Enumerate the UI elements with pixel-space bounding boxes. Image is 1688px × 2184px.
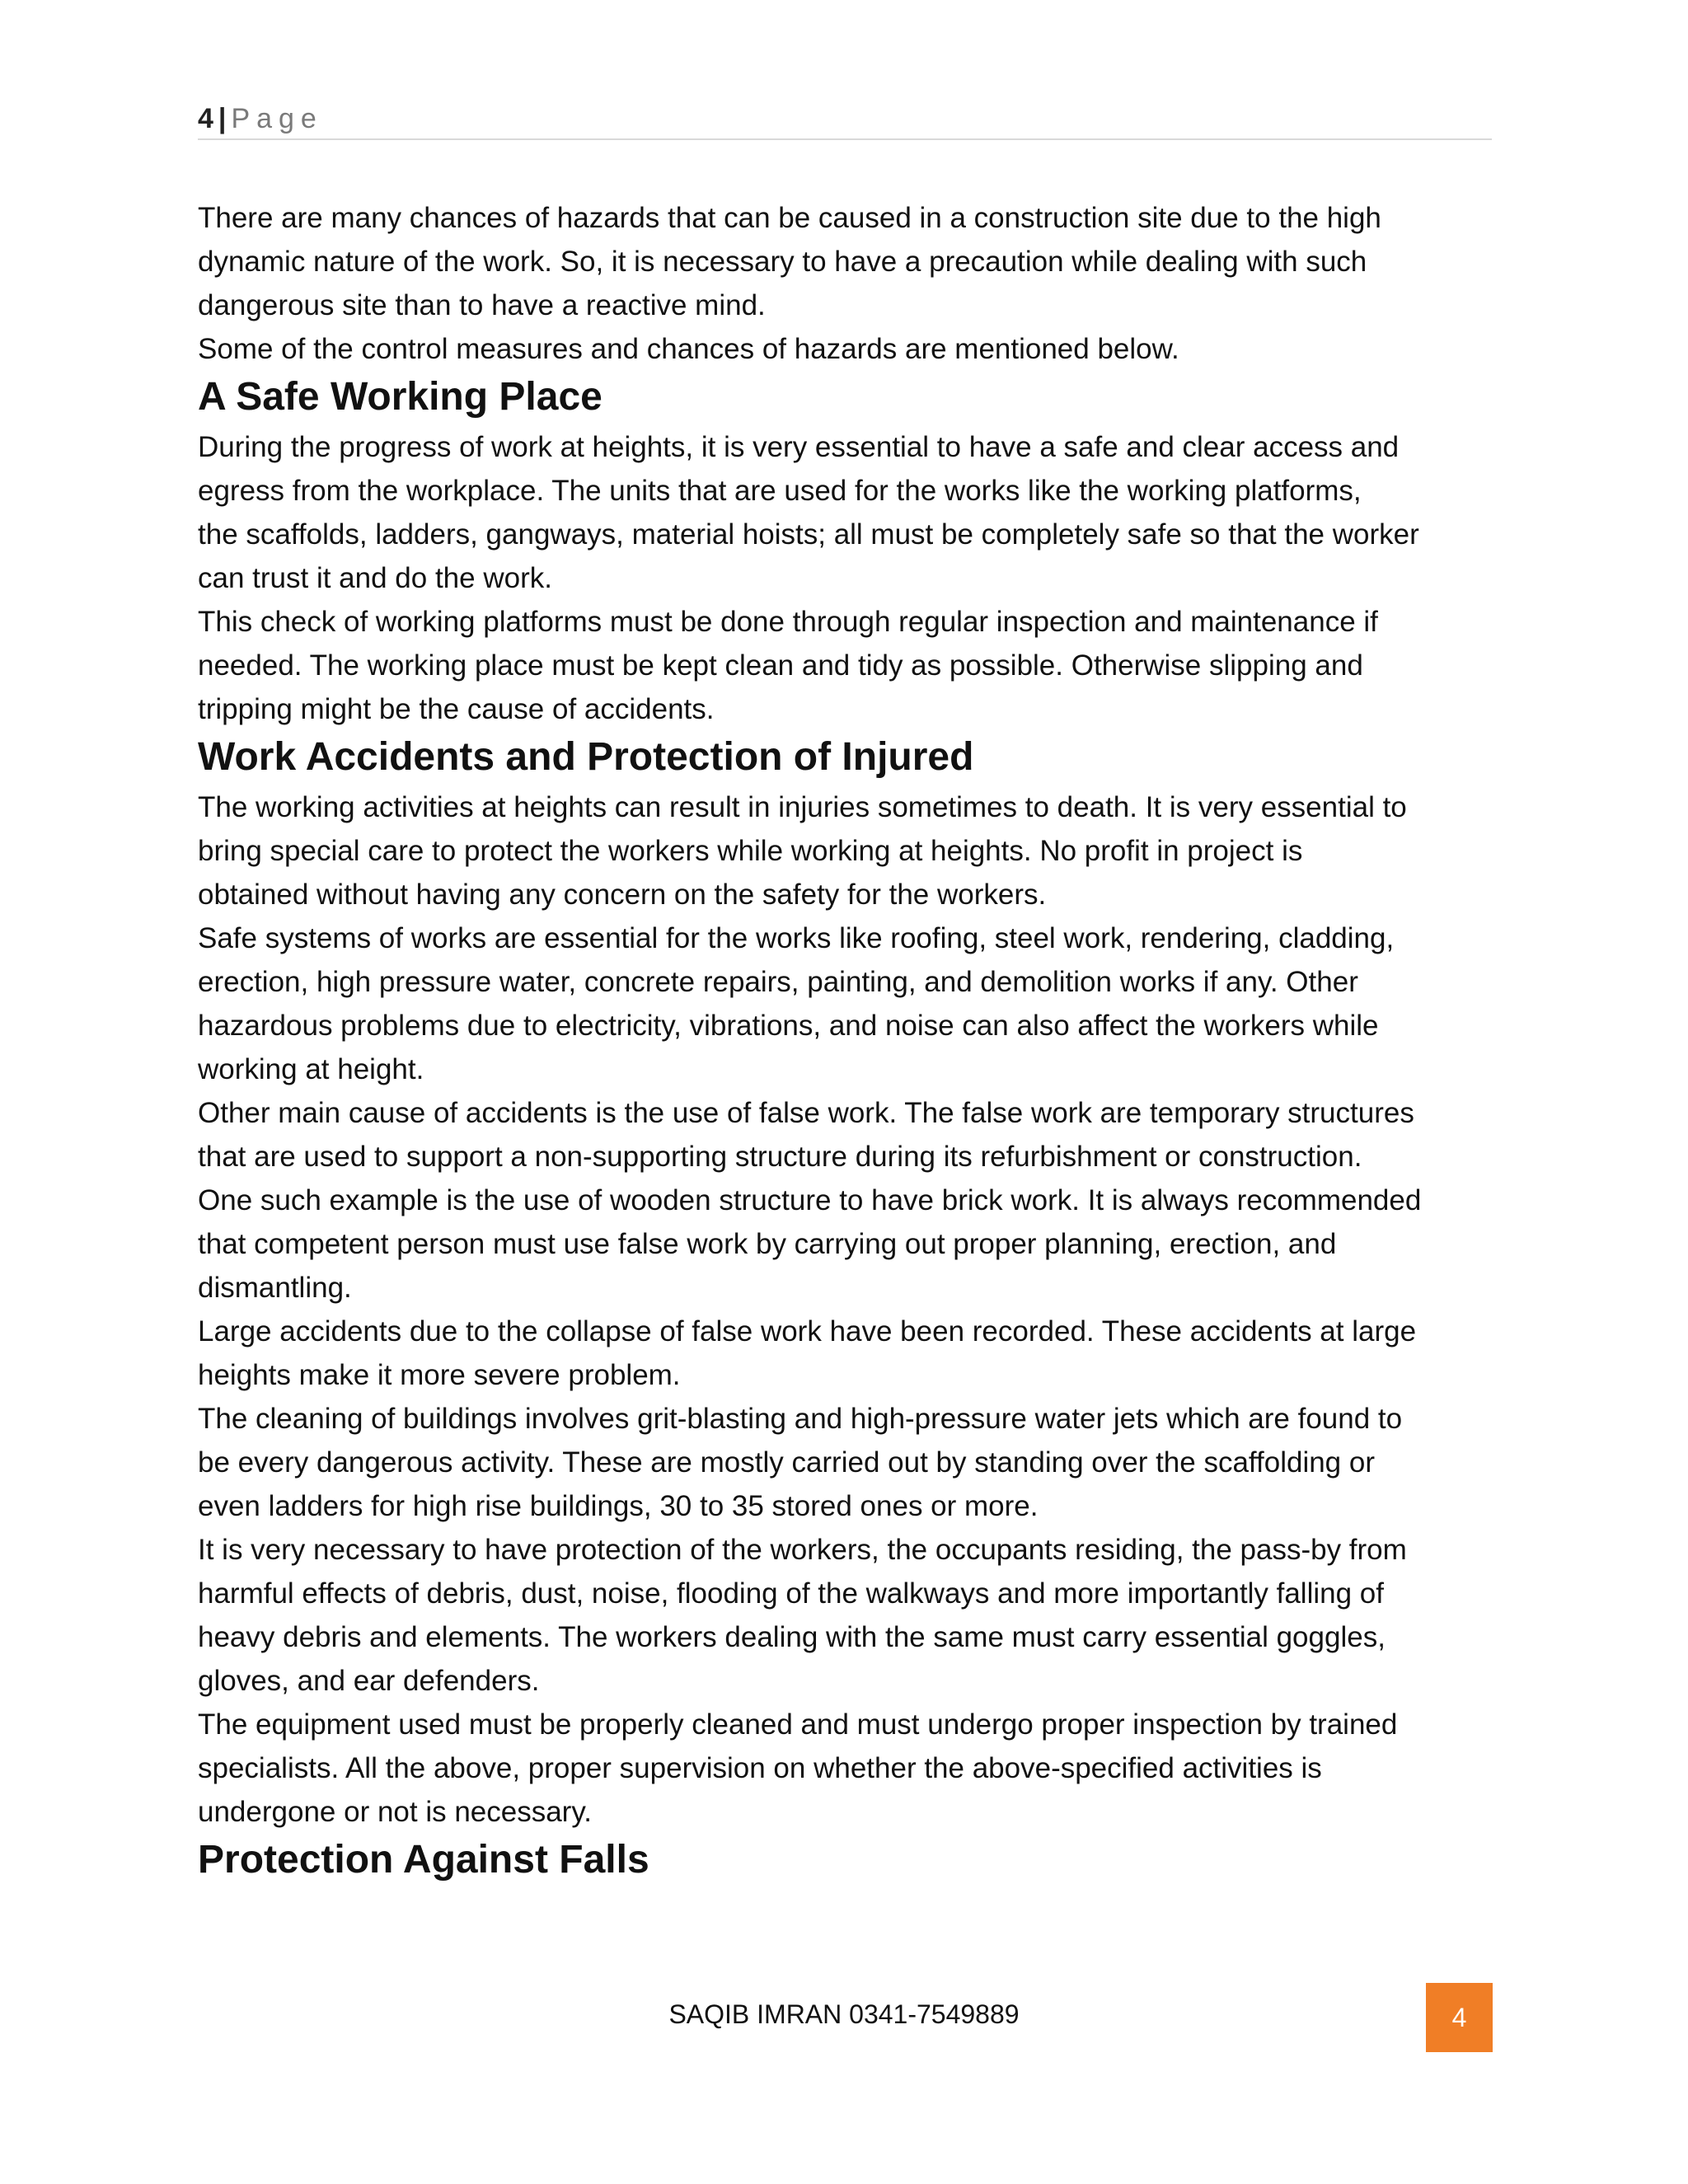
paragraph-access-egress <box>198 425 1500 600</box>
footer-page-number-box: 4 <box>1426 1983 1493 2052</box>
text-line: even ladders for high rise buildings, 30 to 35 stored ones or more. <box>198 1490 1039 1522</box>
header-page-number: 4 <box>198 103 213 134</box>
text-line: undergone or not is necessary. <box>198 1796 592 1828</box>
paragraph-control-measures <box>198 327 1500 371</box>
text-line: needed. The working place must be kept clean and tidy as possible. Otherwise slipping and <box>198 649 1363 682</box>
paragraph-inspection <box>198 600 1500 731</box>
text-line: that are used to support a non-supporting structure during its refurbishment or construction. <box>198 1141 1362 1173</box>
header-separator: | <box>218 103 227 134</box>
text-line: erection, high pressure water, concrete repairs, painting, and demolition works if any. Other <box>198 966 1358 998</box>
text-line: bring special care to protect the workers while working at heights. No profit in project is <box>198 835 1303 867</box>
heading-safe-working-place: A Safe Working Place <box>198 375 603 419</box>
paragraph-protection <box>198 1528 1500 1703</box>
header-page-word: Page <box>231 103 323 134</box>
footer-author-line: SAQIB IMRAN 0341-7549889 <box>668 1999 1020 2029</box>
text-line: One such example is the use of wooden structure to have brick work. It is always recommended <box>198 1184 1422 1216</box>
heading-work-accidents: Work Accidents and Protection of Injured <box>198 735 974 779</box>
paragraph-collapse <box>198 1310 1500 1397</box>
text-line: heights make it more severe problem. <box>198 1359 681 1391</box>
paragraph-intro <box>198 196 1500 327</box>
text-line: There are many chances of hazards that can be caused in a construction site due to the high <box>198 202 1381 234</box>
text-line: hazardous problems due to electricity, vibrations, and noise can also affect the workers while <box>198 1010 1379 1042</box>
text-line: Large accidents due to the collapse of false work have been recorded. These accidents at large <box>198 1315 1417 1347</box>
text-line: harmful effects of debris, dust, noise, flooding of the walkways and more importantly falling of <box>198 1577 1384 1610</box>
text-line: Safe systems of works are essential for the works like roofing, steel work, rendering, cladding, <box>198 922 1395 954</box>
text-line: working at height. <box>198 1053 424 1085</box>
text-line: be every dangerous activity. These are mostly carried out by standing over the scaffolding or <box>198 1446 1375 1479</box>
document-body <box>198 196 1500 1888</box>
text-line: gloves, and ear defenders. <box>198 1665 540 1697</box>
text-line: tripping might be the cause of accidents. <box>198 693 715 725</box>
text-line: can trust it and do the work. <box>198 562 552 594</box>
paragraph-safe-systems <box>198 916 1500 1091</box>
text-line: The working activities at heights can result in injuries sometimes to death. It is very essential to <box>198 791 1407 823</box>
paragraph-cleaning <box>198 1397 1500 1528</box>
text-line: dynamic nature of the work. So, it is necessary to have a precaution while dealing with such <box>198 246 1367 278</box>
text-line: Some of the control measures and chances of hazards are mentioned below. <box>198 333 1179 365</box>
text-line: The cleaning of buildings involves grit-blasting and high-pressure water jets which are found to <box>198 1403 1403 1435</box>
text-line: that competent person must use false work by carrying out proper planning, erection, and <box>198 1228 1337 1260</box>
page-header <box>198 97 1492 140</box>
text-line: heavy debris and elements. The workers dealing with the same must carry essential goggles, <box>198 1621 1386 1653</box>
paragraph-false-work <box>198 1091 1500 1310</box>
text-line: dismantling. <box>198 1272 352 1304</box>
text-line: It is very necessary to have protection of the workers, the occupants residing, the pass-by from <box>198 1534 1407 1566</box>
text-line: During the progress of work at heights, it is very essential to have a safe and clear access and <box>198 431 1400 463</box>
text-line: the scaffolds, ladders, gangways, material hoists; all must be completely safe so that the worker <box>198 518 1419 551</box>
text-line: Other main cause of accidents is the use of false work. The false work are temporary structures <box>198 1097 1414 1129</box>
text-line: egress from the workplace. The units that are used for the works like the working platforms, <box>198 475 1362 507</box>
heading-protection-against-falls: Protection Against Falls <box>198 1838 649 1882</box>
paragraph-equipment <box>198 1703 1500 1834</box>
text-line: specialists. All the above, proper supervision on whether the above-specified activities is <box>198 1752 1322 1784</box>
text-line: obtained without having any concern on the safety for the workers. <box>198 879 1047 911</box>
text-line: This check of working platforms must be done through regular inspection and maintenance if <box>198 606 1378 638</box>
text-line: dangerous site than to have a reactive mind. <box>198 289 766 321</box>
text-line: The equipment used must be properly cleaned and must undergo proper inspection by trained <box>198 1708 1398 1741</box>
paragraph-injuries <box>198 785 1500 916</box>
